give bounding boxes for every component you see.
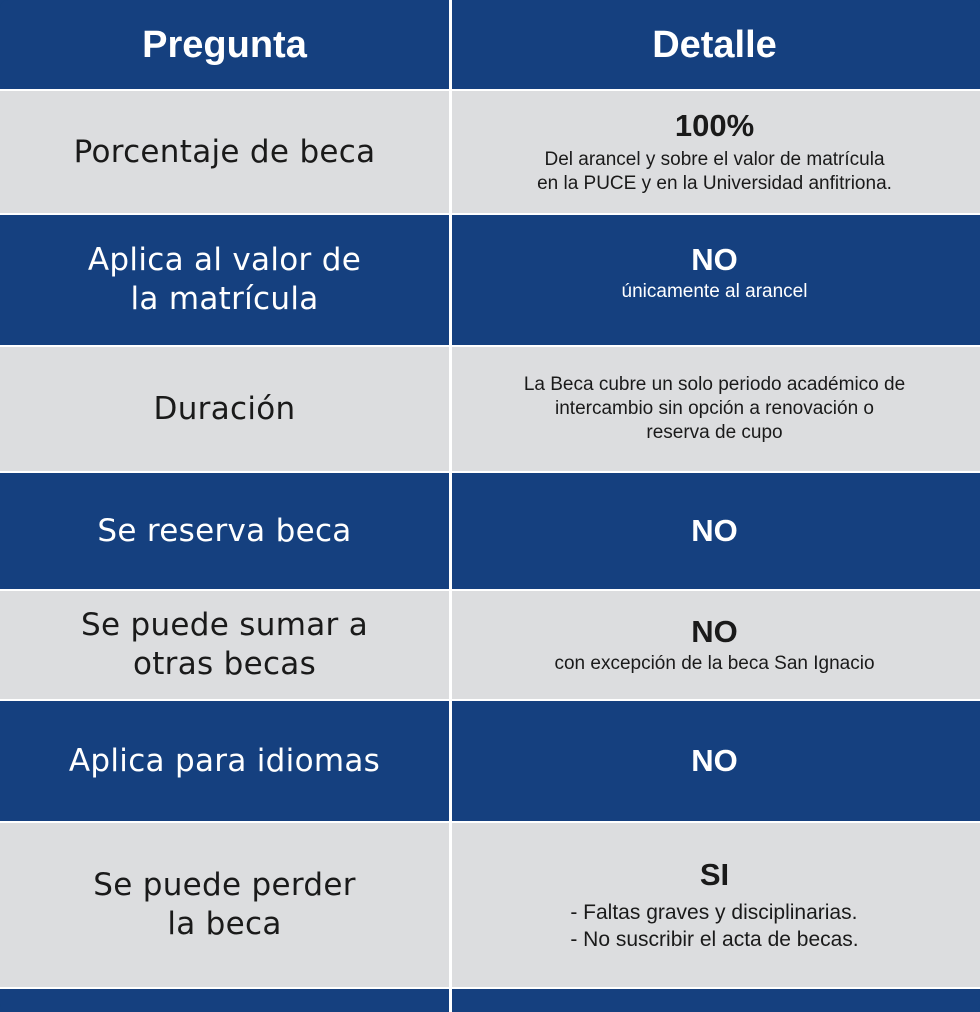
header-detalle: Detalle	[652, 23, 777, 66]
header-pregunta: Pregunta	[142, 23, 307, 66]
detail-list	[570, 899, 858, 953]
question-text: Se puede sumar a otras becas	[81, 607, 368, 682]
table-row	[0, 822, 980, 988]
question-text: Duración	[153, 390, 296, 427]
table-row	[0, 590, 980, 700]
detail-main: NO	[691, 614, 738, 649]
question-text: Se reserva beca	[97, 512, 352, 549]
row-separator	[0, 213, 980, 215]
table-row	[0, 700, 980, 822]
row-separator	[0, 821, 980, 823]
row-separator	[0, 699, 980, 701]
detail-main: 100%	[674, 108, 755, 143]
question-text: Se puede perder la beca	[93, 867, 356, 942]
table-row	[0, 90, 980, 214]
question-text: Aplica para idiomas	[68, 742, 381, 779]
detail-text: con excepción de la beca San Ignacio	[554, 653, 875, 674]
row-separator	[0, 345, 980, 347]
detail-main: NO	[691, 743, 738, 778]
question-text: Porcentaje de beca	[73, 133, 376, 170]
table-row	[0, 346, 980, 472]
detail-main: NO	[691, 242, 738, 277]
table-row	[0, 214, 980, 346]
row-separator	[0, 589, 980, 591]
column-divider	[449, 0, 452, 1012]
table-row	[0, 472, 980, 590]
row-separator	[0, 987, 980, 989]
detail-text: La Beca cubre un solo periodo académico de intercambio sin opción a renovación o reserva de cupo	[523, 374, 906, 443]
question-text: Aplica al valor de la matrícula	[87, 242, 362, 317]
list-item: - Faltas graves y disciplinarias.	[570, 901, 858, 924]
detail-main: NO	[691, 513, 738, 548]
list-item: - No suscribir el acta de becas.	[570, 928, 859, 951]
detail-text: Del arancel y sobre el valor de matrícula en la PUCE y en la Universidad anfitriona.	[537, 149, 892, 194]
detail-main: SI	[699, 857, 730, 892]
table-header	[0, 0, 980, 90]
row-separator	[0, 471, 980, 473]
row-separator	[0, 89, 980, 91]
detail-text: únicamente al arancel	[621, 281, 808, 302]
